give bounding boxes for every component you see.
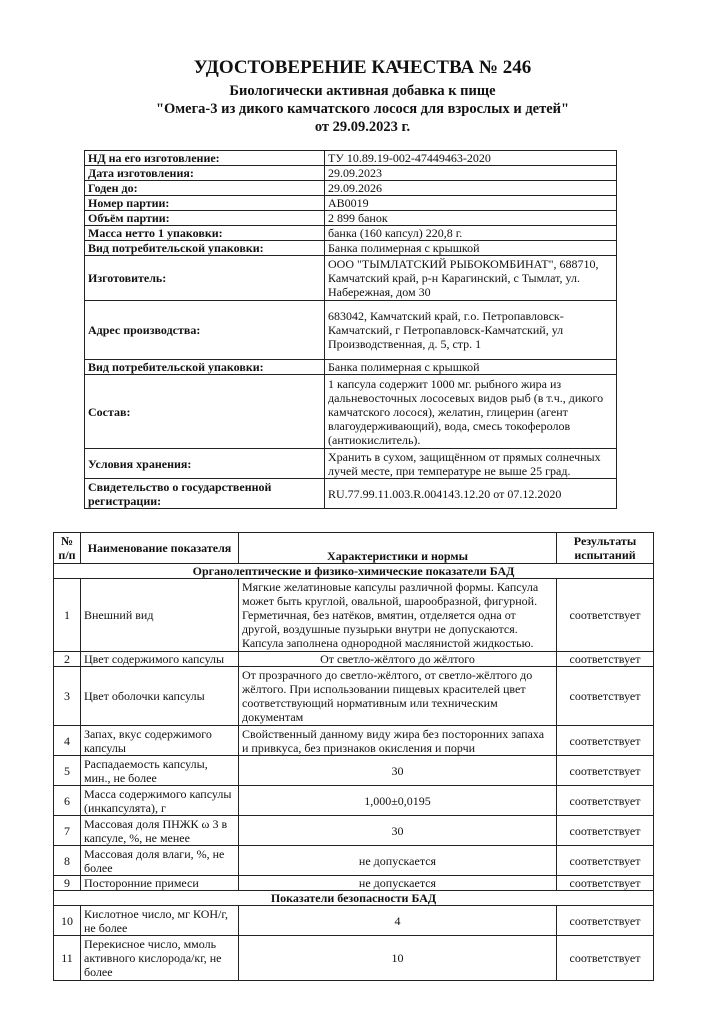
info-row xyxy=(85,166,617,181)
info-label: Адрес производства: xyxy=(85,301,325,360)
info-value: банка (160 капсул) 220,8 г. xyxy=(325,226,617,241)
row-result: соответствует xyxy=(557,936,654,981)
info-label: Номер партии: xyxy=(85,196,325,211)
info-label: Состав: xyxy=(85,375,325,449)
info-value: 29.09.2023 xyxy=(325,166,617,181)
info-label: Масса нетто 1 упаковки: xyxy=(85,226,325,241)
table-row xyxy=(54,846,654,876)
row-result: соответствует xyxy=(557,846,654,876)
row-spec: 30 xyxy=(239,816,557,846)
section-title: Органолептические и физико-химические показатели БАД xyxy=(54,564,654,579)
table-row xyxy=(54,652,654,667)
table-row xyxy=(54,726,654,756)
info-value: Банка полимерная с крышкой xyxy=(325,360,617,375)
product-name: "Омега-3 из дикого камчатского лосося для взрослых и детей" xyxy=(155,101,570,117)
info-value: Банка полимерная с крышкой xyxy=(325,241,617,256)
row-result: соответствует xyxy=(557,906,654,936)
table-row xyxy=(54,936,654,981)
info-row xyxy=(85,360,617,375)
row-num: 7 xyxy=(54,816,81,846)
info-row xyxy=(85,211,617,226)
info-value: 1 капсула содержит 1000 мг. рыбного жира из дальневосточных лососевых видов рыб (в т.ч., дикого камчатского лосося), желатин, глицерин (агент влагоудерживающий), вода, смесь токоферолов (антиокислитель). xyxy=(325,375,617,449)
document-date: от 29.09.2023 г. xyxy=(314,119,411,135)
info-row xyxy=(85,301,617,360)
indicators-table xyxy=(53,532,654,981)
row-num: 3 xyxy=(54,667,81,726)
document-title: УДОСТОВЕРЕНИЕ КАЧЕСТВА № 246 xyxy=(193,57,532,78)
info-row xyxy=(85,479,617,509)
row-result: соответствует xyxy=(557,652,654,667)
info-row xyxy=(85,196,617,211)
row-spec: Свойственный данному виду жира без посторонних запаха и привкуса, без признаков окисления и порчи xyxy=(239,726,557,756)
row-spec: 4 xyxy=(239,906,557,936)
row-spec: не допускается xyxy=(239,846,557,876)
row-name: Массовая доля влаги, %, не более xyxy=(81,846,239,876)
row-name: Цвет содержимого капсулы xyxy=(81,652,239,667)
info-row xyxy=(85,375,617,449)
table-row xyxy=(54,756,654,786)
row-name: Посторонние примеси xyxy=(81,876,239,891)
row-num: 4 xyxy=(54,726,81,756)
info-row xyxy=(85,181,617,196)
row-num: 10 xyxy=(54,906,81,936)
row-num: 5 xyxy=(54,756,81,786)
row-name: Перекисное число, ммоль активного кислорода/кг, не более xyxy=(81,936,239,981)
table-row xyxy=(54,786,654,816)
info-value: 29.09.2026 xyxy=(325,181,617,196)
column-header-num: № п/п xyxy=(54,533,81,564)
row-spec: 30 xyxy=(239,756,557,786)
info-value: АВ0019 xyxy=(325,196,617,211)
row-name: Цвет оболочки капсулы xyxy=(81,667,239,726)
info-label: Вид потребительской упаковки: xyxy=(85,360,325,375)
row-spec: Мягкие желатиновые капсулы различной формы. Капсула может быть круглой, овальной, шарообразной, фигурной. Герметичная, без натёков, вмятин, отделяется одна от другой, воздушные пузырьки внутри не допускаются. Капсула заполнена однородной маслянистой жидкостью. xyxy=(239,579,557,652)
info-row xyxy=(85,151,617,166)
row-result: соответствует xyxy=(557,816,654,846)
row-name: Запах, вкус содержимого капсулы xyxy=(81,726,239,756)
column-header-result: Результаты испытаний xyxy=(557,533,654,564)
info-label: Объём партии: xyxy=(85,211,325,226)
info-label: Дата изготовления: xyxy=(85,166,325,181)
row-spec: От прозрачного до светло-жёлтого, от светло-жёлтого до жёлтого. При использовании пищевых красителей цвет соответствующий нормативным или техническим документам xyxy=(239,667,557,726)
table-row xyxy=(54,816,654,846)
row-result: соответствует xyxy=(557,786,654,816)
info-label: Вид потребительской упаковки: xyxy=(85,241,325,256)
row-result: соответствует xyxy=(557,667,654,726)
section-row xyxy=(54,891,654,906)
info-row xyxy=(85,256,617,301)
row-num: 8 xyxy=(54,846,81,876)
table-row xyxy=(54,876,654,891)
row-num: 2 xyxy=(54,652,81,667)
table-header-row xyxy=(54,533,654,564)
row-spec: От светло-жёлтого до жёлтого xyxy=(239,652,557,667)
row-result: соответствует xyxy=(557,876,654,891)
info-row xyxy=(85,241,617,256)
row-num: 6 xyxy=(54,786,81,816)
row-name: Массовая доля ПНЖК ω 3 в капсуле, %, не менее xyxy=(81,816,239,846)
info-value: ТУ 10.89.19-002-47449463-2020 xyxy=(325,151,617,166)
row-spec: 1,000±0,0195 xyxy=(239,786,557,816)
info-value: RU.77.99.11.003.R.004143.12.20 от 07.12.2020 xyxy=(325,479,617,509)
info-value: 683042, Камчатский край, г.о. Петропавловск-Камчатский, г Петропавловск-Камчатский, ул Производственная, д. 5, стр. 1 xyxy=(325,301,617,360)
info-value: 2 899 банок xyxy=(325,211,617,226)
row-name: Кислотное число, мг КОН/г, не более xyxy=(81,906,239,936)
info-value: Хранить в сухом, защищённом от прямых солнечных лучей месте, при температуре не выше 25 град. xyxy=(325,449,617,479)
info-label: Годен до: xyxy=(85,181,325,196)
row-spec: 10 xyxy=(239,936,557,981)
table-row xyxy=(54,667,654,726)
product-info-table xyxy=(84,150,617,509)
info-label: Условия хранения: xyxy=(85,449,325,479)
row-spec: не допускается xyxy=(239,876,557,891)
section-title: Показатели безопасности БАД xyxy=(54,891,654,906)
row-num: 11 xyxy=(54,936,81,981)
row-name: Распадаемость капсулы, мин., не более xyxy=(81,756,239,786)
table-row xyxy=(54,906,654,936)
document-subtitle: Биологически активная добавка к пище xyxy=(229,83,496,99)
info-label: НД на его изготовление: xyxy=(85,151,325,166)
info-label: Свидетельство о государственной регистрации: xyxy=(85,479,325,509)
column-header-name: Наименование показателя xyxy=(81,533,239,564)
row-result: соответствует xyxy=(557,756,654,786)
row-name: Внешний вид xyxy=(81,579,239,652)
info-row xyxy=(85,449,617,479)
info-value: ООО "ТЫМЛАТСКИЙ РЫБОКОМБИНАТ", 688710, Камчатский край, р-н Карагинский, с Тымлат, ул. Набережная, дом 30 xyxy=(325,256,617,301)
row-result: соответствует xyxy=(557,579,654,652)
row-num: 9 xyxy=(54,876,81,891)
section-row xyxy=(54,564,654,579)
info-row xyxy=(85,226,617,241)
row-name: Масса содержимого капсулы (инкапсулята), г xyxy=(81,786,239,816)
table-row xyxy=(54,579,654,652)
row-result: соответствует xyxy=(557,726,654,756)
column-header-spec: Характеристики и нормы xyxy=(239,533,557,564)
row-num: 1 xyxy=(54,579,81,652)
info-label: Изготовитель: xyxy=(85,256,325,301)
